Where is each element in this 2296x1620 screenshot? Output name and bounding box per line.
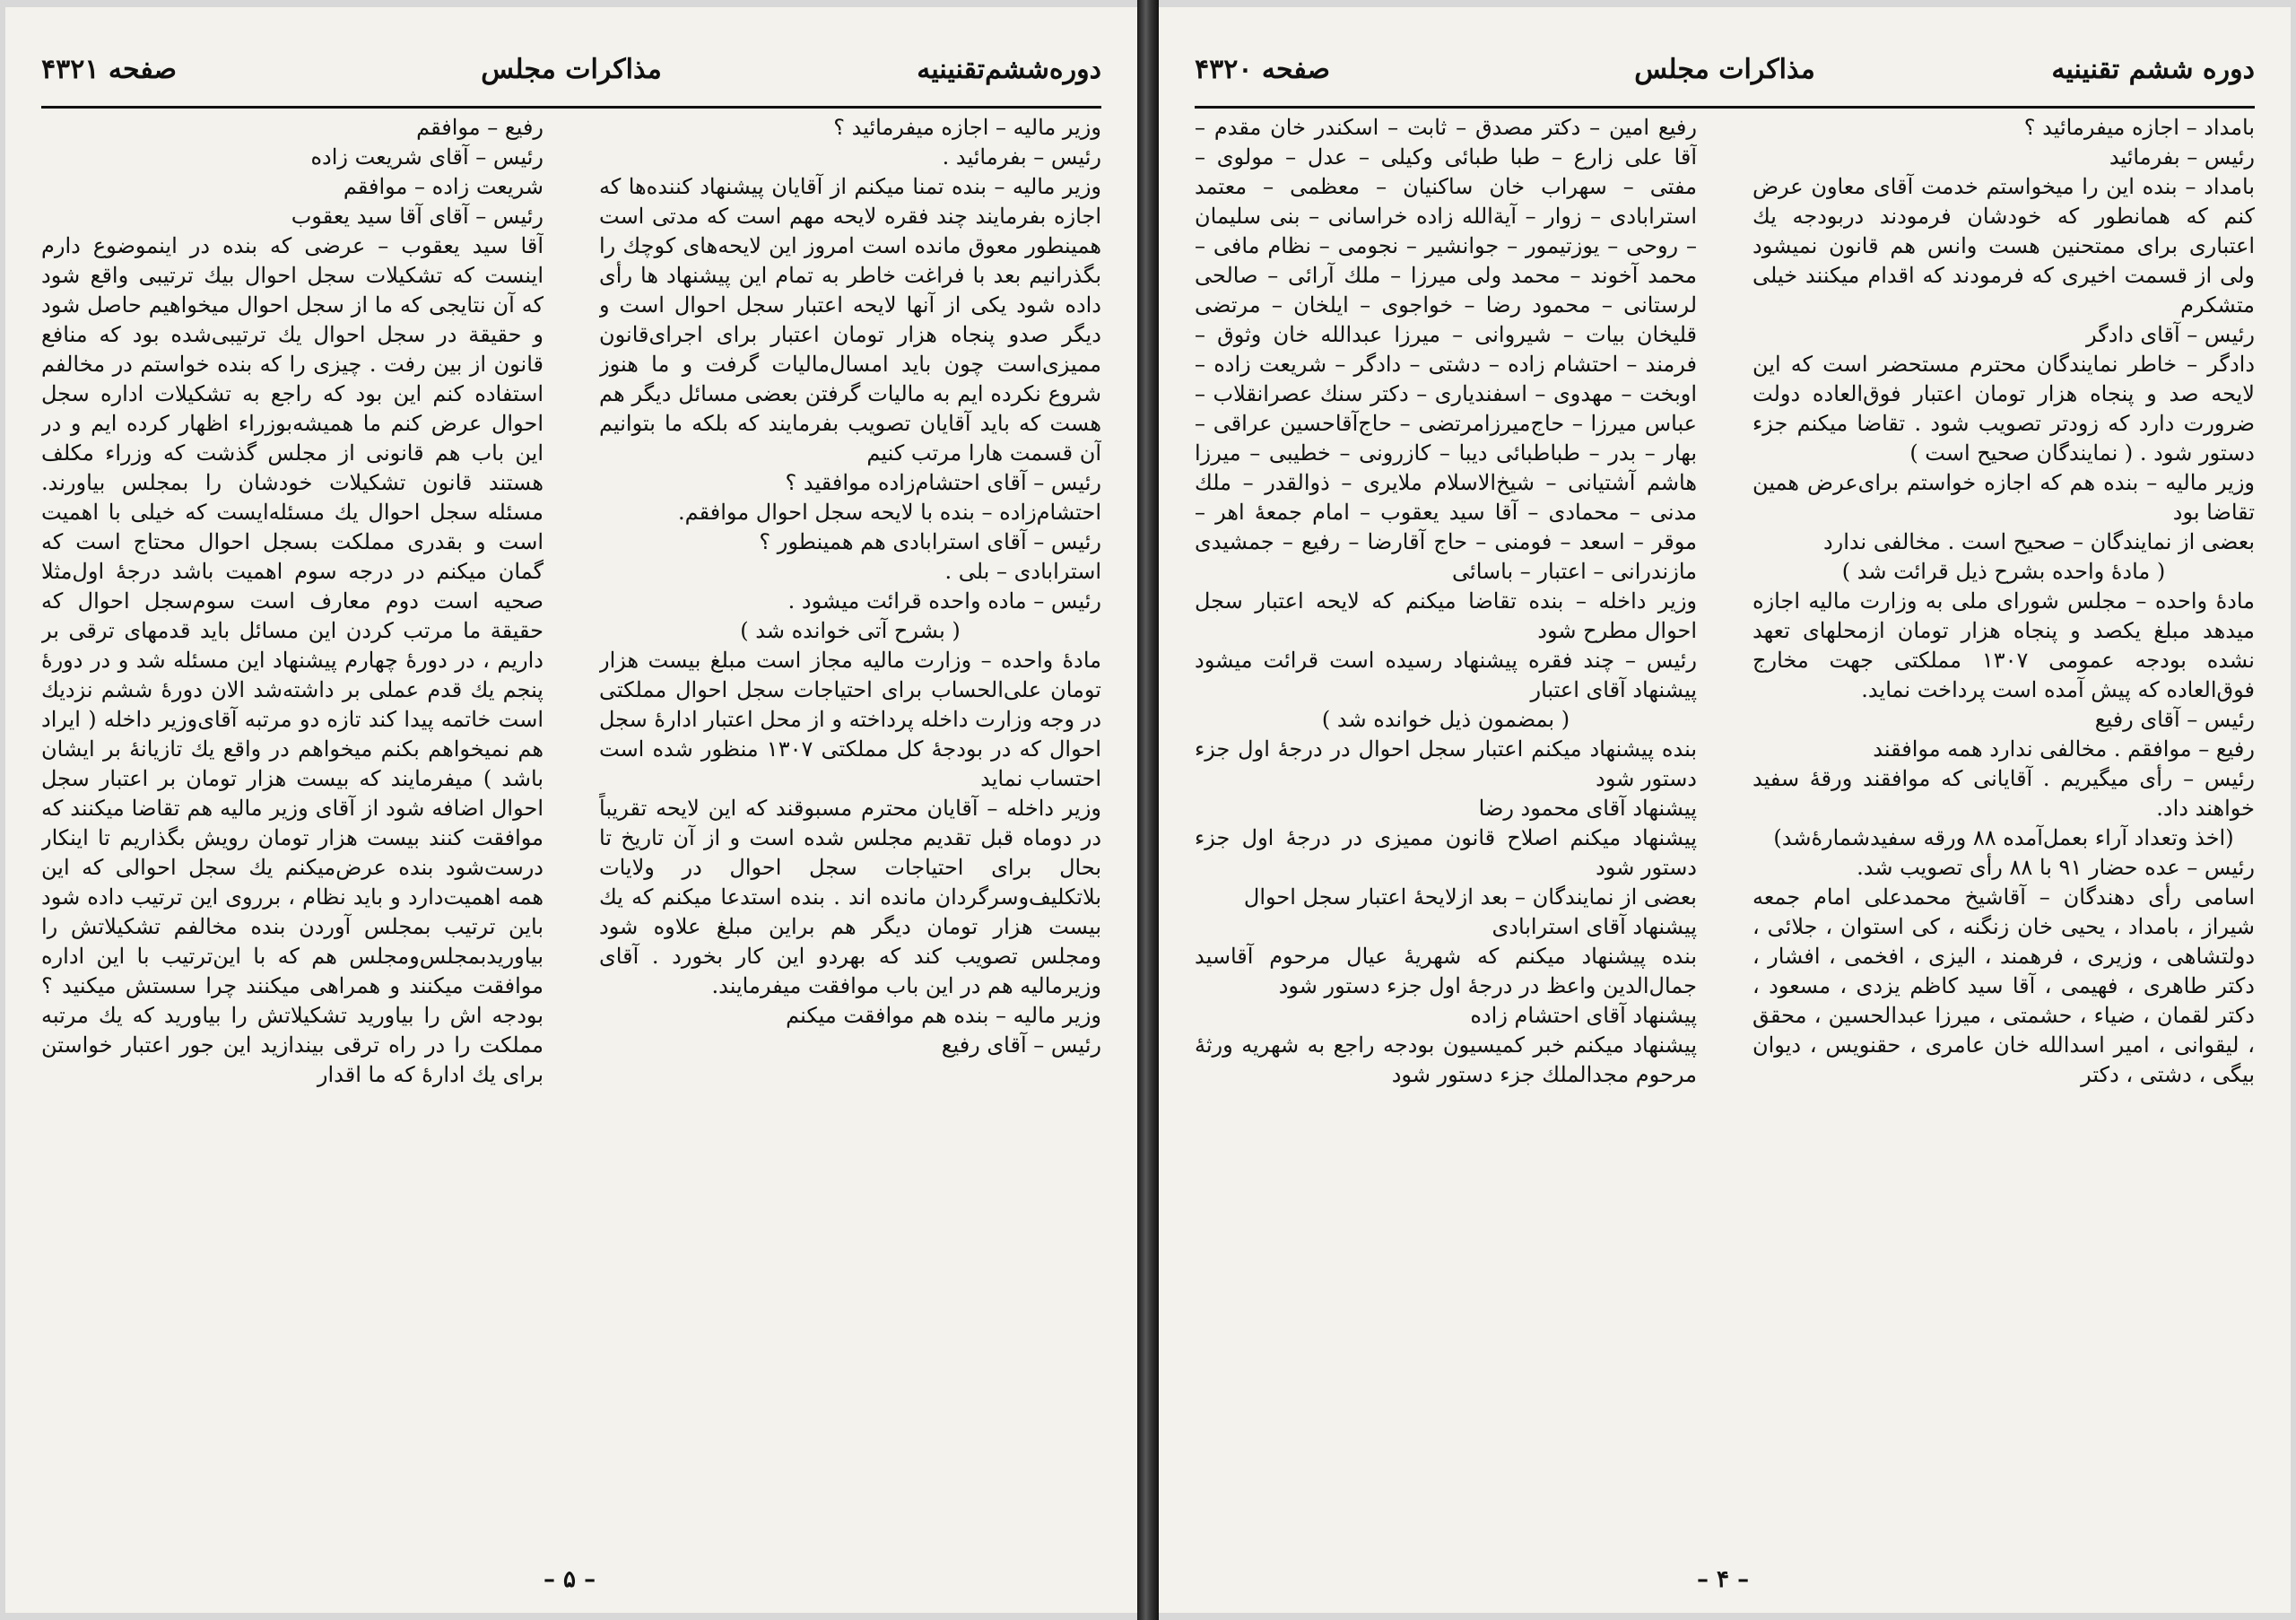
left-page	[5, 7, 1137, 1613]
paragraph: رئیس – عده حضار ۹۱ با ۸۸ رأی تصویب شد.	[1857, 855, 2255, 880]
paragraph: وزیر مالیه – بنده هم موافقت میکنم	[786, 1003, 1101, 1028]
text-column-left	[41, 113, 544, 1566]
paragraph: بنده پیشنهاد میکنم اعتبار سجل احوال در درجهٔ اول جزء دستور شود	[1195, 736, 1697, 791]
paragraph: ( بشرح آتی خوانده شد )	[740, 618, 961, 643]
paragraph: استرابادی – بلی .	[944, 559, 1101, 584]
text-column-left	[1195, 113, 1697, 1566]
paragraph: پیشنهاد میکنم خبر کمیسیون بودجه راجع به شهریه ورثهٔ مرحوم مجدالملك جزء دستور شود	[1195, 1032, 1697, 1087]
paragraph: (اخذ و‌تعداد آراء بعمل‌آمده ۸۸ ورقه سفیدشمارهٔ‌شد)	[1773, 825, 2234, 850]
paragraph: پیشنهاد آقای احتشام زاده	[1470, 1003, 1697, 1028]
paragraph: بعضی از نمایندگان – صحیح است . مخالفی ندارد	[1822, 529, 2255, 554]
paragraph: پیشنهاد آقای استرابادی	[1492, 914, 1697, 939]
text-column-right	[599, 113, 1101, 1566]
page-footer: – ۵ –	[544, 1566, 596, 1593]
paragraph: رئیس – آقای شریعت زاده	[310, 144, 544, 170]
paragraph: بامداد – اجازه میفرمائید ؟	[2023, 115, 2255, 140]
header-rule	[1195, 106, 2255, 109]
paragraph: رئیس – آقای دادگر	[2086, 322, 2255, 347]
paragraph: رفیع – موافقم	[416, 115, 544, 140]
paragraph: رئیس – چند فقره پیشنهاد رسیده است قرائت میشود پیشنهاد آقای اعتبار	[1195, 648, 1697, 702]
paragraph: رئیس – آقای استرابادی هم همینطور ؟	[759, 529, 1101, 554]
paragraph: پیشنهاد آقای محمود رضا	[1478, 796, 1697, 821]
right-page	[1159, 7, 2291, 1613]
book-gutter	[1137, 0, 1159, 1620]
paragraph: رئیس – آقای رفیع	[941, 1032, 1101, 1058]
page-header	[1195, 54, 2255, 100]
paragraph: رئیس – رأی میگیریم . آقایانی که موافقند ورقهٔ سفید خواهند داد.	[1752, 766, 2255, 821]
paragraph: رفیع امین – دکتر مصدق – ثابت – اسکندر خان مقدم – آقا علی زارع – طبا طبائی وکیلی – عدل – مولوی – مفتی – سهراب خان ساکنیان – معظمی – معتمد استرابادی – زوار – آیة‌الله زاده خراسانی – بنی سلیمان – روحی – یوزتیمور – جوانشیر – نجومی – نظام مافی – محمد آخوند – محمد ولی میرزا – ملك آرائی – صالحی لرستانی – محمود رضا – خواجوی – ایلخان – مرتضی قلیخان بیات – شیروانی – میرزا عبدالله خان وثوق – فرمند – احتشام زاده – دشتی – دادگر – شریعت زاده – اوبخت – مهدوی – اسفندیاری – دکتر سنك عصرانقلاب – عباس میرزا – حاج‌میرزامرتضی – حاج‌آقاحسین عراقی – بهار – بدر – طباطبائی دیبا – کازرونی – خطیبی – میرزا هاشم آشتیانی – شیخ‌الاسلام ملایری – ذوالقدر – ملك مدنی – محمادی – آقا سید یعقوب – امام جمعهٔ اهر – موقر – اسعد – فومنی – حاج آقارضا – رفیع – جمشیدی مازندرانی – اعتبار – باسائی	[1195, 115, 1697, 584]
paragraph: رفیع – موافقم . مخالفی ندارد همه موافقند	[1873, 736, 2255, 762]
paragraph: ( بمضمون ذیل خوانده شد )	[1321, 707, 1570, 732]
paragraph: بنده پیشنهاد میکنم که شهریهٔ عیال مرحوم آقاسید جمال‌الدین واعظ در درجهٔ اول جزء دستور شود	[1195, 944, 1697, 998]
paragraph: وزیر مالیه – بنده هم که اجازه خواستم برای‌عرض همین تقاضا بود	[1752, 470, 2255, 525]
session-label: دوره ششم تقنینیه	[2051, 54, 2255, 85]
paragraph: وزیر داخله – آقایان محترم مسبوقند که این لایحه تقریباً در دوماه قبل تقدیم مجلس شده است و از آن تاریخ تا بحال برای احتیاجات سجل احوال در ولایات بلاتکلیف‌وسرگردان مانده اند . بنده استدعا میکنم که یك بیست هزار تومان دیگر هم براین مبلغ علاوه شود و‌مجلس تصویب کند که بهردو این کار بخورد . آقای وزیرمالیه هم در این باب موافقت میفرمایند.	[599, 796, 1101, 998]
paragraph: رئیس – آقای احتشام‌زاده موافقید ؟	[785, 470, 1101, 495]
page-title: مذاکرات مجلس	[481, 54, 662, 85]
page-number: صفحه ۴۳۲۱	[41, 54, 177, 85]
paragraph: احتشام‌زاده – بنده با لایحه سجل احوال موافقم.	[678, 500, 1101, 525]
paragraph: شریعت زاده – موافقم	[343, 174, 544, 199]
paragraph: اسامی رأی دهندگان – آقاشیخ محمدعلی امام جمعه شیراز ، بامداد ، یحیی خان زنگنه ، کی استوان ، جلائی ، دولتشاهی ، وزیری ، فرهمند ، الیزی ، افخمی ، افشار ، دکتر طاهری ، فهیمی ، آقا سید کاظم یزدی ، مسعود ، دکتر لقمان ، ضیاء ، حشمتی ، میرزا عبدالحسین ، محقق ، لیقوانی ، امیر اسدالله خان عامری ، حقنویس ، دیوان بیگی ، دشتی ، دکتر	[1752, 884, 2255, 1087]
paragraph: مادهٔ واحده – وزارت مالیه مجاز است مبلغ بیست هزار تومان علی‌الحساب برای احتیاجات سجل احوال مملکتی در وجه وزارت داخله پرداخته و از محل اعتبار ادارهٔ سجل احوال که در بودجهٔ کل مملکتی ۱۳۰۷ منظور شده است احتساب نماید	[599, 648, 1101, 791]
page-number: صفحه ۴۳۲۰	[1195, 54, 1330, 85]
paragraph: وزیر مالیه – اجازه میفرمائید ؟	[833, 115, 1101, 140]
paragraph: رئیس – بفرمائید .	[942, 144, 1101, 170]
header-rule	[41, 106, 1101, 109]
paragraph: رئیس – آقای رفیع	[2094, 707, 2255, 732]
paragraph: ( مادهٔ واحده بشرح ذیل قرائت شد )	[1841, 559, 2166, 584]
paragraph: بعضی از نمایندگان – بعد ازلایحهٔ اعتبار سجل احوال	[1243, 884, 1697, 910]
page-title: مذاکرات مجلس	[1634, 54, 1815, 85]
paragraph: رئیس – بفرمائید	[2109, 144, 2255, 170]
paragraph: وزیر مالیه – بنده تمنا میکنم از آقایان پیشنهاد کننده‌ها که اجازه بفرمایند چند فقره لایحه مهم است که مدتی است همینطور معوق مانده است امروز این لایحه‌های کوچك را بگذرانیم بعد با فراغت خاطر به تمام این پیشنهاد ها رأی داده شود یکی از آنها لایحه اعتبار سجل احوال است و دیگر صدو پنجاه هزار تومان اعتبار برای اجرای‌قانون ممیزی‌است چون باید امسال‌مالیات گرفت و ما هنوز شروع نکرده ایم به مالیات گرفتن بعضی مسائل دیگر هم هست که باید آقایان تصویب بفرمایند که بلکه ما بتوانیم آن قسمت هارا مرتب کنیم	[599, 174, 1101, 466]
paragraph: رئیس – آقای آقا سید یعقوب	[291, 204, 544, 229]
paragraph: رئیس – ماده واحده قرائت میشود .	[787, 588, 1101, 614]
paragraph: پیشنهاد میکنم اصلاح قانون ممیزی در درجهٔ اول جزء دستور شود	[1195, 825, 1697, 880]
session-label: دوره‌ششم‌تقنینیه	[917, 54, 1101, 85]
paragraph: مادهٔ واحده – مجلس شورای ملی به وزارت مالیه اجازه میدهد مبلغ یکصد و پنجاه هزار تومان ازمحلهای تعهد نشده بودجه عمومی ۱۳۰۷ مملکتی جهت مخارج فوق‌العاده که پیش آمده است پرداخت نماید.	[1752, 588, 2255, 702]
page-header	[41, 54, 1101, 100]
page-footer: – ۴ –	[1697, 1566, 1750, 1593]
paragraph: دادگر – خاطر نمایندگان محترم مستحضر است که این لایحه صد و پنجاه هزار تومان اعتبار فوق‌العاده دولت ضرورت دارد که زودتر تصویب شود . تقاضا میکنم جزء دستور شود . ( نمایندگان صحیح است )	[1752, 352, 2255, 466]
text-column-right	[1752, 113, 2255, 1566]
paragraph: وزیر داخله – بنده تقاضا میکنم که لایحه اعتبار سجل احوال مطرح شود	[1195, 588, 1697, 643]
paragraph: بامداد – بنده این را میخواستم خدمت آقای معاون عرض کنم که همانطور که خودشان فرمودند دربودجه یك اعتباری برای ممتحنین هست وانس هم قانون نمیشود ولی از قسمت اخیری که فرمودند که اقدام میکنند خیلی متشکرم	[1752, 174, 2255, 318]
paragraph: آقا سید یعقوب – عرضی که بنده در اینموضوع دارم اینست که تشکیلات سجل احوال بیك ترتیبی واقع شود که آن نتایجی که ما از سجل احوال میخواهیم حاصل شود و حقیقة در سجل احوال یك ترتیبی‌شده بود که منافع قانون از بین رفت . چیزی را که بنده خواستم در مخالفم استفاده کنم این بود که راجع به تشکیلات اداره سجل احوال عرض کنم ما همیشه‌بوزراء اظهار کرده ایم و در این باب هم قانونی از مجلس گذشت که وزراء مکلف هستند قانون تشکیلات خودشان را بمجلس بیاورند. مسئله سجل احوال یك مسئله‌ایست که خیلی با اهمیت است و بقدری مملکت بسجل احوال محتاج است که گمان میکنم در درجه سوم اهمیت باشد درجهٔ اول‌مثلا صحیه است دوم معارف است سوم‌سجل احوال که حقیقة ما مرتب کردن این مسائل باید قدمهای ترقی بر داریم ، در دورهٔ چهارم پیشنهاد این مسئله شد و در دورهٔ پنجم یك قدم عملی بر داشته‌شد الان دورهٔ ششم نزدیك است خاتمه پیدا کند تازه دو مرتبه آقای‌وزیر داخله ( ایراد هم نمیخواهم بکنم میخواهم در واقع یك تازیانهٔ بر ایشان باشد ) میفرمایند که بیست هزار تومان بر اعتبار سجل احوال اضافه شود از آقای وزیر مالیه هم تقاضا میکنند که موافقت کنند بیست هزار تومان رویش بگذاریم تا اینکار درست‌شود بنده عرض‌میکنم یك سجل احوالی که این همه اهمیت‌دارد و باید نظام ، برروی این ترتیب داده شود باین ترتیب بمجلس آوردن بنده مخالفم تشکیلاتش را بیاورید‌بمجلس‌و‌مجلس هم که با این‌ترتیب با این اداره موافقت میکنند و همراهی میکنند چرا سستش میکنید ؟ بودجه اش را بیاورید تشکیلاتش را بیاورید که یك مرتبه مملکت را در راه ترقی بیندازید این جور اعتبار خواستن برای یك ادارهٔ که ما اقدار	[41, 233, 544, 1087]
